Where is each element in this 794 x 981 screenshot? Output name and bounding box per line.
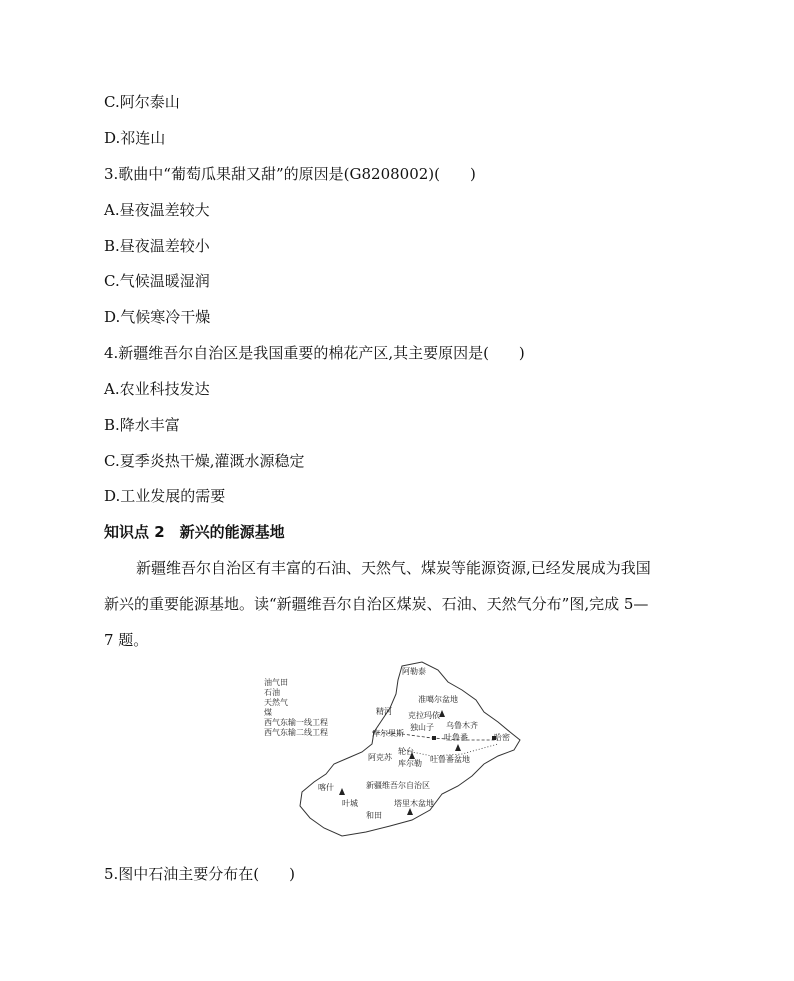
legend-coal: 煤 <box>264 708 272 717</box>
option-3c: C.气候温暖湿润 <box>104 272 210 290</box>
map-label-turpan: 吐鲁番 <box>444 733 468 742</box>
option-3b: B.昼夜温差较小 <box>104 237 210 255</box>
section-heading: 知识点 2 新兴的能源基地 <box>104 523 285 541</box>
map-label-hami: 哈密 <box>494 733 510 742</box>
intro-line-3: 7 题。 <box>104 631 149 649</box>
question-5: 5.图中石油主要分布在( ) <box>104 865 296 883</box>
question-4: 4.新疆维吾尔自治区是我国重要的棉花产区,其主要原因是( ) <box>104 344 525 362</box>
map-label-yecheng: 叶城 <box>342 799 358 808</box>
option-4b: B.降水丰富 <box>104 416 180 434</box>
oil-icon <box>407 808 413 815</box>
legend-gas: 天然气 <box>264 698 288 707</box>
option-2d: D.祁连山 <box>104 129 166 147</box>
legend-pipeline-2: 西气东输二线工程 <box>264 728 328 737</box>
map-label-aksu: 阿克苏 <box>368 753 392 762</box>
map-label-korla: 库尔勒 <box>398 759 422 768</box>
option-3a: A.昼夜温差较大 <box>104 201 210 219</box>
map-label-junggar: 准噶尔盆地 <box>418 695 458 704</box>
intro-line-1: 新疆维吾尔自治区有丰富的石油、天然气、煤炭等能源资源,已经发展成为我国 <box>136 559 651 577</box>
map-legend <box>264 678 328 738</box>
map-label-region: 新疆维吾尔自治区 <box>366 781 430 790</box>
map-label-altay: 阿勒泰 <box>402 667 426 676</box>
map-label-hotan: 和田 <box>366 811 382 820</box>
option-4d: D.工业发展的需要 <box>104 487 226 505</box>
option-4a: A.农业科技发达 <box>104 380 210 398</box>
legend-oil: 石油 <box>264 688 280 697</box>
option-3d: D.气候寒冷干燥 <box>104 308 211 326</box>
map-label-jinghe: 精河 <box>376 707 392 716</box>
map-label-tarim: 塔里木盆地 <box>394 799 434 808</box>
map-label-urumqi: 乌鲁木齐 <box>446 721 478 730</box>
map-label-dushanzi: 独山子 <box>410 723 434 732</box>
map-label-kuerle-area: 库尔果斯 <box>372 729 404 738</box>
legend-oilgas: 油气田 <box>264 678 288 687</box>
oil-icon <box>455 744 461 751</box>
intro-line-2: 新兴的重要能源基地。读“新疆维吾尔自治区煤炭、石油、天然气分布”图,完成 5— <box>104 595 649 613</box>
option-4c: C.夏季炎热干燥,灌溉水源稳定 <box>104 452 305 470</box>
map-label-luntai: 轮台 <box>398 747 414 756</box>
map-label-kashgar: 喀什 <box>318 783 334 792</box>
map-label-karamay: 克拉玛依 <box>408 711 440 720</box>
oil-icon <box>339 788 345 795</box>
question-3: 3.歌曲中“葡萄瓜果甜又甜”的原因是(G8208002)( ) <box>104 165 476 183</box>
coal-icon <box>432 736 436 740</box>
option-2c: C.阿尔泰山 <box>104 93 180 111</box>
map-label-turpan-basin: 吐鲁番盆地 <box>430 755 470 764</box>
legend-pipeline-1: 西气东输一线工程 <box>264 718 328 727</box>
